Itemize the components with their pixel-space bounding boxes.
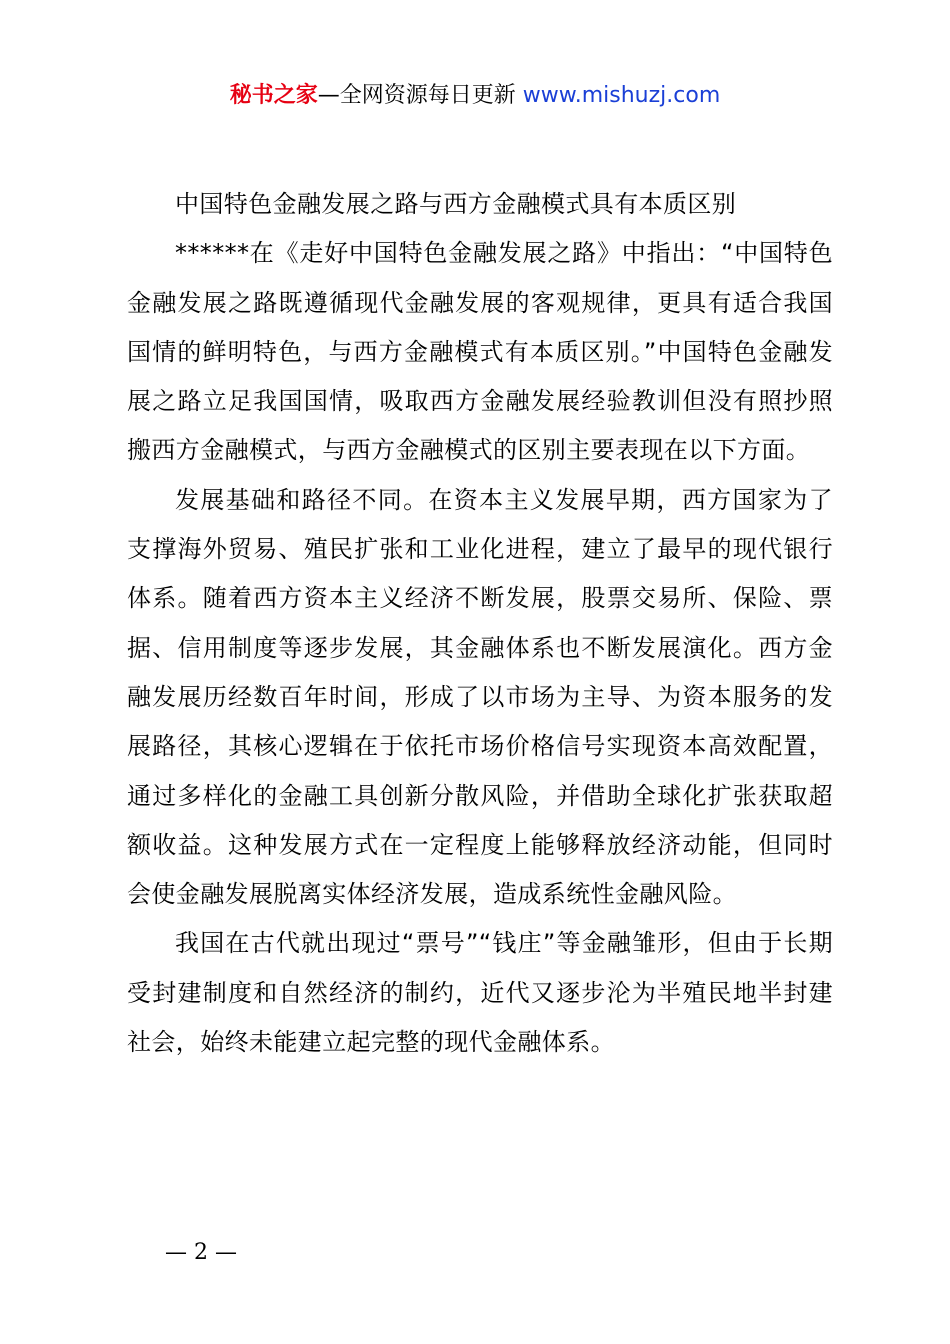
- brand-name: 秘书之家: [229, 83, 318, 108]
- paragraph-china-history: 我国在古代就出现过“票号”“钱庄”等金融雏形，但由于长期受封建制度和自然经济的制约，近代又逐步沦为半殖民地半封建社会，始终未能建立起完整的现代金融体系。: [127, 929, 833, 1057]
- site-header: [0, 80, 950, 112]
- paragraph-basis-and-path: 发展基础和路径不同。在资本主义发展早期，西方国家为了支撑海外贸易、殖民扩张和工业化进程，建立了最早的现代银行体系。随着西方资本主义经济不断发展，股票交易所、保险、票据、信用制度等逐步发展，其金融体系也不断发展演化。西方金融发展历经数百年时间，形成了以市场为主导、为资本服务的发展路径，其核心逻辑在于依托市场价格信号实现资本高效配置，通过多样化的金融工具创新分散风险，并借助全球化扩张获取超额收益。这种发展方式在一定程度上能够释放经济动能，但同时会使金融发展脱离实体经济发展，造成系统性金融风险。: [127, 485, 833, 909]
- document-body: [127, 180, 833, 1067]
- site-url-link[interactable]: www.mishuzj.com: [522, 83, 721, 108]
- page-number: — 2 —: [165, 1240, 237, 1265]
- header-slogan: —全网资源每日更新: [317, 83, 516, 108]
- paragraph-intro: ******在《走好中国特色金融发展之路》中指出：“中国特色金融发展之路既遵循现代金融发展的客观规律，更具有适合我国国情的鲜明特色，与西方金融模式有本质区别。”中国特色金融发展之路立足我国国情，吸取西方金融发展经验教训但没有照抄照搬西方金融模式，与西方金融模式的区别主要表现在以下方面。: [127, 239, 833, 465]
- document-title: 中国特色金融发展之路与西方金融模式具有本质区别: [175, 190, 737, 218]
